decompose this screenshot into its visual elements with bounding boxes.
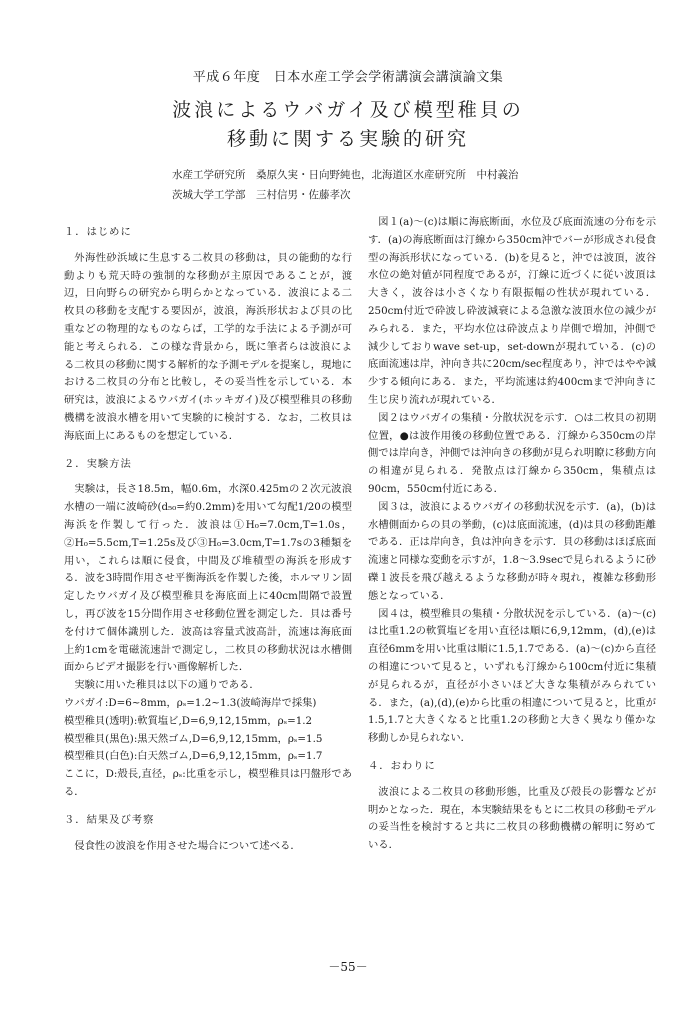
specimen-line-1: ウバガイ:D=6~8mm，ρₛ=1.2~1.3(波崎海岸で採集) xyxy=(64,696,317,709)
figure4-paragraph: 図４は，模型稚貝の集積・分散状況を示している．(a)～(c)は比重1.2の軟質塩ビを用い直径は順に6,9,12mm，(d),(e)は直径6mmを用い比重は順に1.5,1.7である．(a)～(c)から直径の相違について見ると，いずれも汀線から100cm付近に集積が見られるが，直径が小さいほど大きな集積がみられている．また，(a),(d),(e)から比重の相違について見ると，比重が1.5,1.7と大きくなると比重1.2の移動と大きく異なり僅かな移動しか見られない． xyxy=(368,607,656,745)
left-column xyxy=(64,214,352,855)
specimen-line-2: 模型稚貝(透明):軟質塩ビ,D=6,9,12,15mm，ρₛ=1.2 xyxy=(64,714,313,727)
section-heading-conclusion: ４．おわりに xyxy=(368,759,436,772)
paper-title xyxy=(0,96,696,154)
title-line-2: 移動に関する実験的研究 xyxy=(226,128,469,150)
intro-paragraph: 外海性砂浜域に生息する二枚貝の移動は，貝の能動的な行動よりも荒天時の強制的な移動が主原因であることが，渡辺，日向野らの研究から明らかとなっている．波浪による二枚貝の移動を支配する要因が，波浪，海浜形状および貝の比重などの物理的なものならば，工学的な手法による予測が可能と考えられる．この様な背景から，既に筆者らは波浪による二枚貝の移動に関する解析的な予測モデルを提案し，現地における二枚貝の分布と比較し，その妥当性を示している．本研究は，波浪によるウバガイ(ホッキガイ)及び模型稚貝の移動機構を波浪水槽を用いて実験的に検討する．なお，二枚貝は海底面上にあるものを想定している． xyxy=(64,251,352,442)
right-column xyxy=(368,214,656,855)
author-line-2: 茨城大学工学部 三村信男・佐藤孝次 xyxy=(172,189,351,201)
proceedings-header: 平成６年度 日本水産工学会学術講演会講演論文集 xyxy=(192,70,504,85)
conclusion-paragraph: 波浪による二枚貝の移動形態，比重及び殻長の影響などが明かとなった．現在，本実験結果をもとに二枚貝の移動モデルの妥当性を検討すると共に二枚貝の移動機構の解明に努めている． xyxy=(368,785,656,852)
author-line-1: 水産工学研究所 桑原久実・日向野純也，北海道区水産研究所 中村義治 xyxy=(172,169,519,181)
method-paragraph-2: 実験に用いた稚貝は以下の通りである． xyxy=(74,679,260,692)
results-paragraph: 侵食性の波浪を作用させた場合について述べる． xyxy=(74,839,301,852)
author-block xyxy=(172,165,612,205)
page-number: －55－ xyxy=(328,960,368,974)
section-heading-method: ２．実験方法 xyxy=(64,457,132,470)
specimen-note: ここに，D:殻長,直径，ρₛ:比重を示し，模型稚貝は円盤形である． xyxy=(64,768,352,798)
figure2-paragraph: 図２はウバガイの集積・分散状況を示す．○は二枚貝の初期位置，●は波作用後の移動位置である．汀線から350cmの岸側では岸向き，沖側では沖向きの移動が見られ明瞭に移動方向の相違が見られる．発散点は汀線から350cm，集積点は90cm，550cm付近にある． xyxy=(368,411,656,495)
figure1-paragraph: 図１(a)～(c)は順に海底断面，水位及び底面流速の分布を示す．(a)の海底断面は汀線から350cm沖でバーが形成され侵食型の海浜形状になっている．(b)を見ると，沖では波頂，波谷水位の絶対値が同程度であるが，汀線に近づくに従い波頂は大きく，波谷は小さくなり有限振幅の性状が現れている．250cm付近で砕波し砕波減衰による急激な波頂水位の減少がみられる．また，平均水位は砕波点より岸側で増加，沖側で減少しておりwave set-up，set-downが現れている．(c)の底面流速は岸，沖向き共に20cm/sec程度あり，沖ではやや減少する傾向にある．また，平均流速は約400cmまで沖向きに生じ戻り流れが現れている． xyxy=(368,216,656,406)
specimen-line-4: 模型稚貝(白色):白天然ゴム,D=6,9,12,15mm，ρₛ=1.7 xyxy=(64,750,323,763)
section-heading-results: ３．結果及び考察 xyxy=(64,813,155,826)
title-line-1: 波浪によるウバガイ及び模型稚貝の xyxy=(172,99,524,121)
section-heading-intro: １．はじめに xyxy=(64,226,132,238)
specimen-line-3: 模型稚貝(黒色):黒天然ゴム,D=6,9,12,15mm，ρₛ=1.5 xyxy=(64,732,323,745)
method-paragraph: 実験は，長さ18.5m，幅0.6m，水深0.425mの２次元波浪水槽の一端に波崎砂(d₅₀=約0.2mm)を用いて勾配1/20の模型海浜を作製して行った．波浪は①H₀=7.0cm,T=1.0s，②H₀=5.5cm,T=1.25s及び③H₀=3.0cm,T=1.7sの3種類を用い，これらは順に侵食，中間及び堆積型の海浜を形成する．波を3時間作用させ平衡海浜を作製した後，ホルマリン固定したウバガイ及び模型稚貝を海底面上に40cm間隔で設置し，再び波を15分間作用させ移動位置を測定した．貝は番号を付けて個体識別した．波高は容量式波高計，流速は海底面上約1cmを電磁流速計で測定し，二枚貝の移動状況は水槽側面からビデオ撮影を行い画像解析した． xyxy=(64,483,352,674)
figure3-paragraph: 図３は，波浪によるウバガイの移動状況を示す．(a)，(b)は水槽側面からの貝の挙動，(c)は底面流速，(d)は貝の移動距離である．正は岸向き，負は沖向きを示す．貝の移動はほぼ底面流速と同様な変動を示すが，1.8～3.9secで見られるように砂礫１波長を飛び越えるような移動が時々現れ，複雑な移動形態となっている． xyxy=(368,500,656,602)
